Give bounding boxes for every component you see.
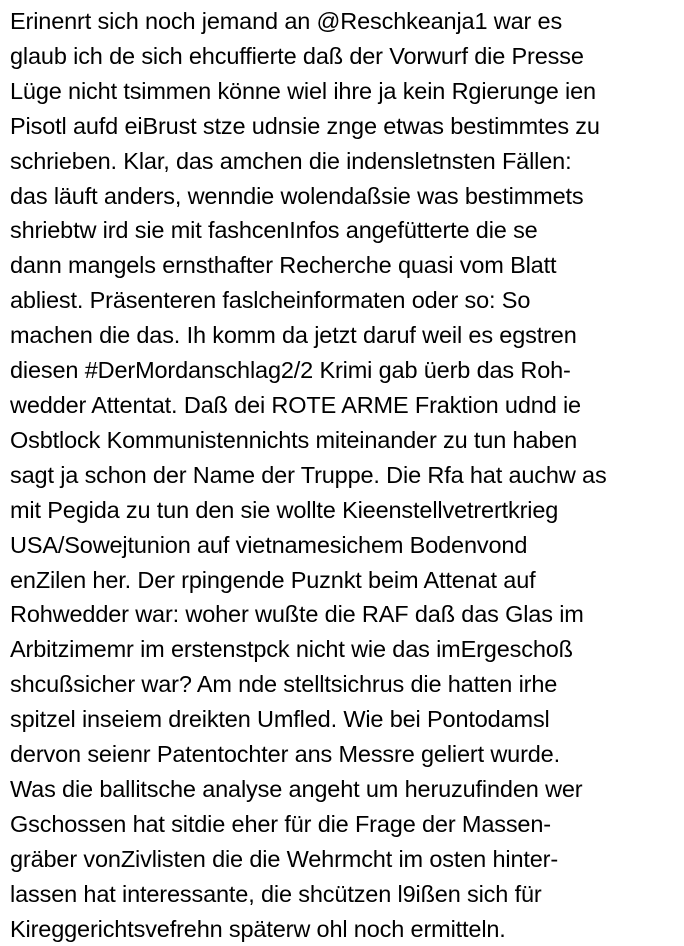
text-line: mit Pegida zu tun den sie wollte Kieenstellvetrertkrieg: [10, 496, 559, 523]
text-line: schrieben. Klar, das amchen die indensletnsten Fällen:: [10, 147, 572, 174]
text-line: dervon seienr Patentochter ans Messre geliert wurde.: [10, 741, 560, 768]
text-line: Rohwedder war: woher wußte die RAF daß das Glas im: [10, 601, 584, 628]
text-line: Kireggerichtsvefrehn späterw ohl noch ermitteln.: [10, 915, 506, 942]
text-line: machen die das. Ih komm da jetzt daruf weil es egstren: [10, 322, 577, 349]
text-line: Erinenrt sich noch jemand an @Reschkeanja1 war es: [10, 8, 563, 34]
text-line: Gschossen hat sitdie eher für die Frage der Massen-: [10, 810, 551, 837]
text-line: shcußsicher war? Am nde stelltsichrus die hatten irhe: [10, 671, 558, 698]
text-line: diesen #DerMordanschlag2/2 Krimi gab üerb das Roh-: [10, 357, 571, 384]
text-line: wedder Attentat. Daß dei ROTE ARME Fraktion udnd ie: [10, 391, 581, 418]
text-line: shriebtw ird sie mit fashcenInfos angefütterte die se: [10, 217, 538, 244]
document-body: [10, 4, 682, 946]
text-line: das läuft anders, wenndie wolendaßsie was bestimmets: [10, 182, 584, 209]
text-line: sagt ja schon der Name der Truppe. Die Rfa hat auchw as: [10, 461, 607, 488]
text-line: lassen hat interessante, die shcützen l9ißen sich für: [10, 880, 542, 907]
text-line: spitzel inseiem dreikten Umfled. Wie bei Pontodamsl: [10, 706, 550, 733]
text-line: Pisotl aufd eiBrust stze udnsie znge etwas bestimmtes zu: [10, 112, 600, 139]
text-line: Arbitzimemr im erstenstpck nicht wie das imErgeschoß: [10, 636, 573, 663]
text-line: Was die ballitsche analyse angeht um heruzufinden wer: [10, 775, 583, 802]
text-line: Lüge nicht tsimmen könne wiel ihre ja kein Rgierunge ien: [10, 77, 596, 104]
text-line: abliest. Präsenteren faslcheinformaten oder so: So: [10, 287, 531, 314]
text-line: USA/Sowejtunion auf vietnamesichem Bodenvond: [10, 531, 528, 558]
text-line: glaub ich de sich ehcuffierte daß der Vorwurf die Presse: [10, 42, 584, 69]
text-line: gräber vonZivlisten die die Wehrmcht im osten hinter-: [10, 845, 559, 872]
text-line: Osbtlock Kommunistennichts miteinander zu tun haben: [10, 426, 578, 453]
text-line: enZilen her. Der rpingende Puznkt beim Attenat auf: [10, 566, 536, 593]
text-line: dann mangels ernsthafter Recherche quasi vom Blatt: [10, 252, 557, 279]
